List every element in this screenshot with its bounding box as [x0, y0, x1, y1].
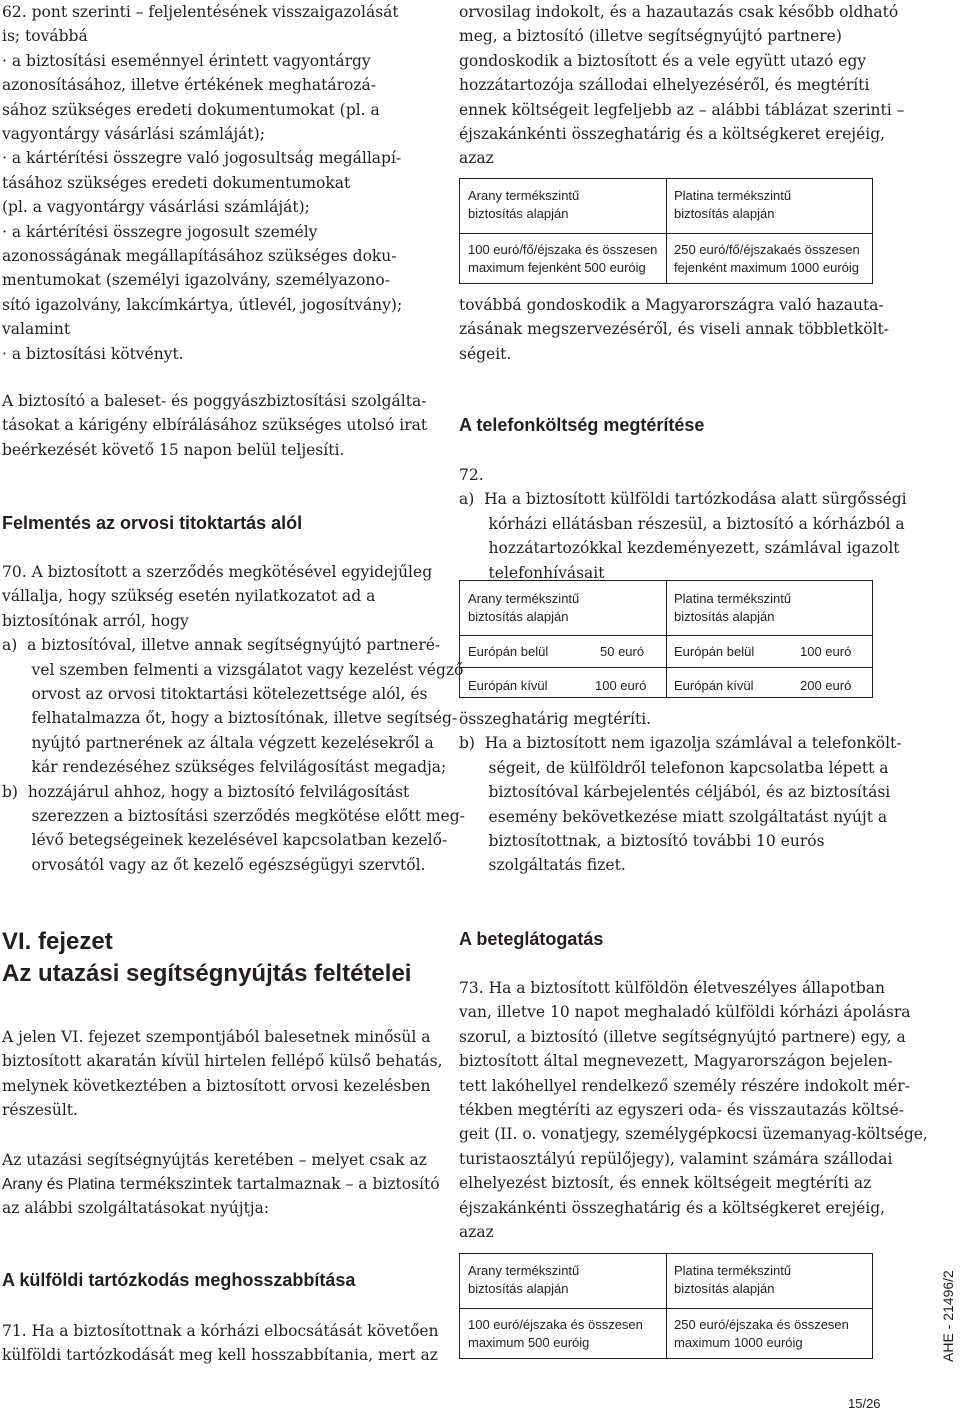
section-72b-line: szolgáltatás fizet.: [459, 856, 626, 875]
intro2-line3: az alábbi szolgáltatásokat nyújtja:: [2, 1199, 270, 1217]
product-levels-label: Arany és Platina: [2, 1176, 115, 1193]
claims-line: tásokat a kárigény elbírálásához szükséges utolsó irat: [2, 416, 428, 435]
t2-row2-platinum-value: 200 euró: [800, 678, 852, 693]
section-72-line: kórházi ellátásban részesül, a biztosító a kórházból a: [459, 514, 905, 533]
section-70-line: 70. A biztosított a szerződés megkötésével egyidejűleg: [2, 563, 433, 581]
section-73-line: éjszakánkénti összeghatárig és a költségkeret erejéig,: [459, 1198, 886, 1217]
section-70-line: lévő betegségeinek kezelésével kapcsolatban kezelő-: [2, 831, 448, 850]
left-top-line: azonosságának megállapításához szükséges doku-: [2, 247, 397, 265]
intro-line: biztosított akaratán kívül hirtelen fellépő külső behatás,: [2, 1052, 443, 1071]
intro2-line2: [2, 1172, 440, 1197]
left-top-line: · a kártérítési összegre jogosult személy: [2, 222, 318, 241]
t2-row1-platinum-value: 100 euró: [800, 644, 852, 659]
section-72b-line: összeghatárig megtéríti.: [459, 710, 652, 728]
left-top-line: sító igazolvány, lakcímkártya, útlevél, jogosítvány);: [2, 295, 403, 314]
heading-phone-costs: A telefonköltség megtérítése: [459, 415, 705, 435]
t3-gold-value-line1: 100 euró/éjszaka és összesen: [468, 1317, 643, 1332]
right-top-line: meg, a biztosító (illetve segítségnyújtó partnere): [459, 27, 842, 46]
intro-line: A jelen VI. fejezet szempontjából balesetnek minősül a: [2, 1028, 431, 1046]
section-72b-line: biztosítottnak, a biztosító további 10 eurós: [459, 832, 825, 850]
t2-row1-platinum-label: Európán belül: [674, 644, 755, 659]
t2-row1-gold-value: 50 euró: [600, 644, 645, 659]
section-72-line: a) Ha a biztosított külföldi tartózkodása alatt sürgősségi: [459, 490, 907, 509]
left-top-line: sához szükséges eredeti dokumentumokat (pl. a: [2, 100, 380, 119]
section-70-line: biztosítónak arról, hogy: [2, 611, 189, 630]
left-top-line: azonosításához, illetve értékének meghatározá-: [2, 76, 376, 95]
left-top-line: · a biztosítási kötvényt.: [2, 344, 184, 363]
t1-header-gold-line1: Arany termékszintű: [468, 188, 580, 203]
section-70-line: nyújtó partnerének az általa végzett kezelésekről a: [2, 733, 434, 752]
heading-patient-visit: A beteglátogatás: [459, 929, 604, 949]
section-73-line: 73. Ha a biztosított külföldön életveszélyes állapotban: [459, 979, 885, 997]
t2-row2-gold-label: Európán kívül: [468, 678, 548, 693]
repatriation-line: ségeit.: [459, 344, 512, 363]
chapter-number: VI. fejezet: [2, 928, 113, 955]
t1-platinum-value-line1: 250 euró/fő/éjszakaés összesen: [674, 242, 860, 257]
section-73-line: turistaosztályú repülőjegy), valamint számára szállodai: [459, 1149, 893, 1168]
section-72b-line: ségeit, de külföldről telefonon kapcsolatba lépett a: [459, 758, 889, 777]
section-70-line: a) a biztosítóval, illetve annak segítségnyújtó partneré-: [2, 636, 441, 655]
left-top-line: · a kártérítési összegre való jogosultság megállapí-: [2, 149, 402, 168]
claims-line: A biztosító a baleset- és poggyászbiztosítási szolgálta-: [2, 392, 427, 410]
t2-header-gold-line1: Arany termékszintű: [468, 591, 580, 606]
section-71-line: 71. Ha a biztosítottnak a kórházi elbocsátását követően: [2, 1322, 439, 1340]
t1-header-gold-line2: biztosítás alapján: [468, 206, 569, 221]
right-top-line: gondoskodik a biztosított és a vele együtt utazó egy: [459, 51, 867, 70]
section-70-line: vel szemben felmenti a vizsgálatot vagy kezelést végző: [2, 660, 464, 679]
intro-line: részesült.: [2, 1101, 78, 1120]
repatriation-line: továbbá gondoskodik a Magyarországra való hazauta-: [459, 296, 884, 314]
section-70-line: b) hozzájárul ahhoz, hogy a biztosító felvilágosítást: [2, 782, 410, 801]
visit-cost-table: [459, 1253, 873, 1359]
t2-row1-gold-label: Európán belül: [468, 644, 549, 659]
left-top-line: tásához szükséges eredeti dokumentumokat: [2, 173, 351, 192]
left-top-line: 62. pont szerinti – feljelentésének visszaigazolását: [2, 3, 399, 21]
t3-header-gold-line2: biztosítás alapján: [468, 1281, 569, 1296]
t3-platinum-value-line1: 250 euró/éjszaka és összesen: [674, 1317, 849, 1332]
section-73-line: tett lakóhellyel rendelkező személy részére indokolt mér-: [459, 1076, 910, 1095]
intro2-line1: Az utazási segítségnyújtás keretében – melyet csak az: [2, 1151, 427, 1169]
t2-row2-gold-value: 100 euró: [595, 678, 647, 693]
t3-header-platinum-line2: biztosítás alapján: [674, 1281, 775, 1296]
phone-cost-table: [459, 580, 873, 698]
right-top-line: éjszakánkénti összeghatárig és a költségkeret erejéig,: [459, 125, 886, 143]
t2-header-gold-line2: biztosítás alapján: [468, 609, 569, 624]
left-top-line: mentumokat (személyi igazolvány, személyazono-: [2, 271, 390, 290]
t1-header-platinum-line1: Platina termékszintű: [674, 188, 792, 203]
left-top-line: is; továbbá: [2, 27, 88, 46]
document-id: AHE - 21496/2: [940, 1270, 956, 1362]
section-72b-line: esemény bekövetkezése miatt szolgáltatást nyújt a: [459, 807, 888, 826]
t1-header-platinum-line2: biztosítás alapján: [674, 206, 775, 221]
section-72-line: hozzátartozókkal kezdeményezett, számlával igazolt: [459, 539, 900, 558]
t3-gold-value-line2: maximum 500 euróig: [468, 1335, 590, 1350]
t2-row2-platinum-label: Európán kívül: [674, 678, 754, 693]
claims-line: beérkezését követő 15 napon belül teljesíti.: [2, 440, 345, 459]
section-72b-line: biztosítóval kárbejelentés céljából, és az biztosítási: [459, 783, 891, 802]
t2-header-platinum-line1: Platina termékszintű: [674, 591, 792, 606]
heading-stay-extension: A külföldi tartózkodás meghosszabbítása: [2, 1270, 356, 1290]
section-70-line: szerezzen a biztosítási szerződés megkötése előtt meg-: [2, 807, 465, 825]
left-top-line: valamint: [2, 320, 71, 339]
section-73-line: tékben megtéríti az egyszeri oda- és visszautazás költsé-: [459, 1101, 905, 1119]
chapter-title: Az utazási segítségnyújtás feltételei: [2, 960, 412, 987]
section-72-line: 72.: [459, 466, 484, 484]
t3-header-platinum-line1: Platina termékszintű: [674, 1263, 792, 1278]
right-top-line: orvosilag indokolt, és a hazautazás csak később oldható: [459, 3, 899, 21]
right-top-line: ennek költségeit legfeljebb az – alábbi táblázat szerinti –: [459, 100, 905, 119]
hotel-cost-table: [459, 178, 873, 284]
heading-medical-confidentiality: Felmentés az orvosi titoktartás alól: [2, 513, 303, 533]
left-top-line: vagyontárgy vásárlási számláját);: [2, 125, 265, 143]
right-top-line: azaz: [459, 149, 494, 168]
section-70-line: vállalja, hogy szükség esetén nyilatkozatot ad a: [2, 587, 376, 606]
section-71-line: külföldi tartózkodását meg kell hosszabbítania, mert az: [2, 1346, 438, 1365]
page-number: 15/26: [848, 1396, 881, 1411]
t1-gold-value-line1: 100 euró/fő/éjszaka és összesen: [468, 242, 658, 257]
section-70-line: orvosától vagy az őt kezelő egészségügyi szervtől.: [2, 855, 426, 874]
section-73-line: azaz: [459, 1223, 494, 1241]
left-top-line: (pl. a vagyontárgy vásárlási számláját);: [2, 198, 310, 217]
t1-gold-value-line2: maximum fejenként 500 euróig: [468, 260, 646, 275]
section-70-line: orvost az orvosi titoktartási kötelezettsége alól, és: [2, 685, 428, 703]
t3-platinum-value-line2: maximum 1000 euróig: [674, 1335, 803, 1350]
intro-line: melynek következtében a biztosított orvosi kezelésben: [2, 1076, 431, 1095]
section-72b-line: b) Ha a biztosított nem igazolja számlával a telefonkölt-: [459, 734, 902, 753]
section-73-line: van, illetve 10 napot meghaladó külföldi kórházi ápolásra: [459, 1003, 911, 1022]
left-top-line: · a biztosítási eseménnyel érintett vagyontárgy: [2, 51, 371, 70]
right-top-line: hozzátartozója szállodai elhelyezéséről, és megtéríti: [459, 76, 870, 95]
t3-header-gold-line1: Arany termékszintű: [468, 1263, 580, 1278]
section-73-line: biztosított által megnevezett, Magyarországon bejelen-: [459, 1052, 893, 1071]
repatriation-line: zásának megszervezéséről, és viseli annak többletkölt-: [459, 320, 890, 339]
intro2-line2-rest: termékszintek tartalmaznak – a biztosító: [114, 1175, 440, 1193]
section-70-line: kár rendezéséhez szükséges felvilágosítást megadja;: [2, 758, 447, 777]
section-70-line: felhatalmazza őt, hogy a biztosítónak, illetve segítség-: [2, 709, 458, 728]
t2-header-platinum-line2: biztosítás alapján: [674, 609, 775, 624]
section-73-line: geit (II. o. vonatjegy, személygépkocsi üzemanyag-költsége,: [459, 1125, 928, 1144]
section-73-line: szorul, a biztosító (illetve segítségnyújtó partnere) egy, a: [459, 1027, 906, 1046]
section-73-line: elhelyezést biztosít, és ennek költségeit megtéríti az: [459, 1174, 872, 1193]
t1-platinum-value-line2: fejenként maximum 1000 euróig: [674, 260, 859, 275]
section-72-line: telefonhívásait: [459, 563, 605, 582]
